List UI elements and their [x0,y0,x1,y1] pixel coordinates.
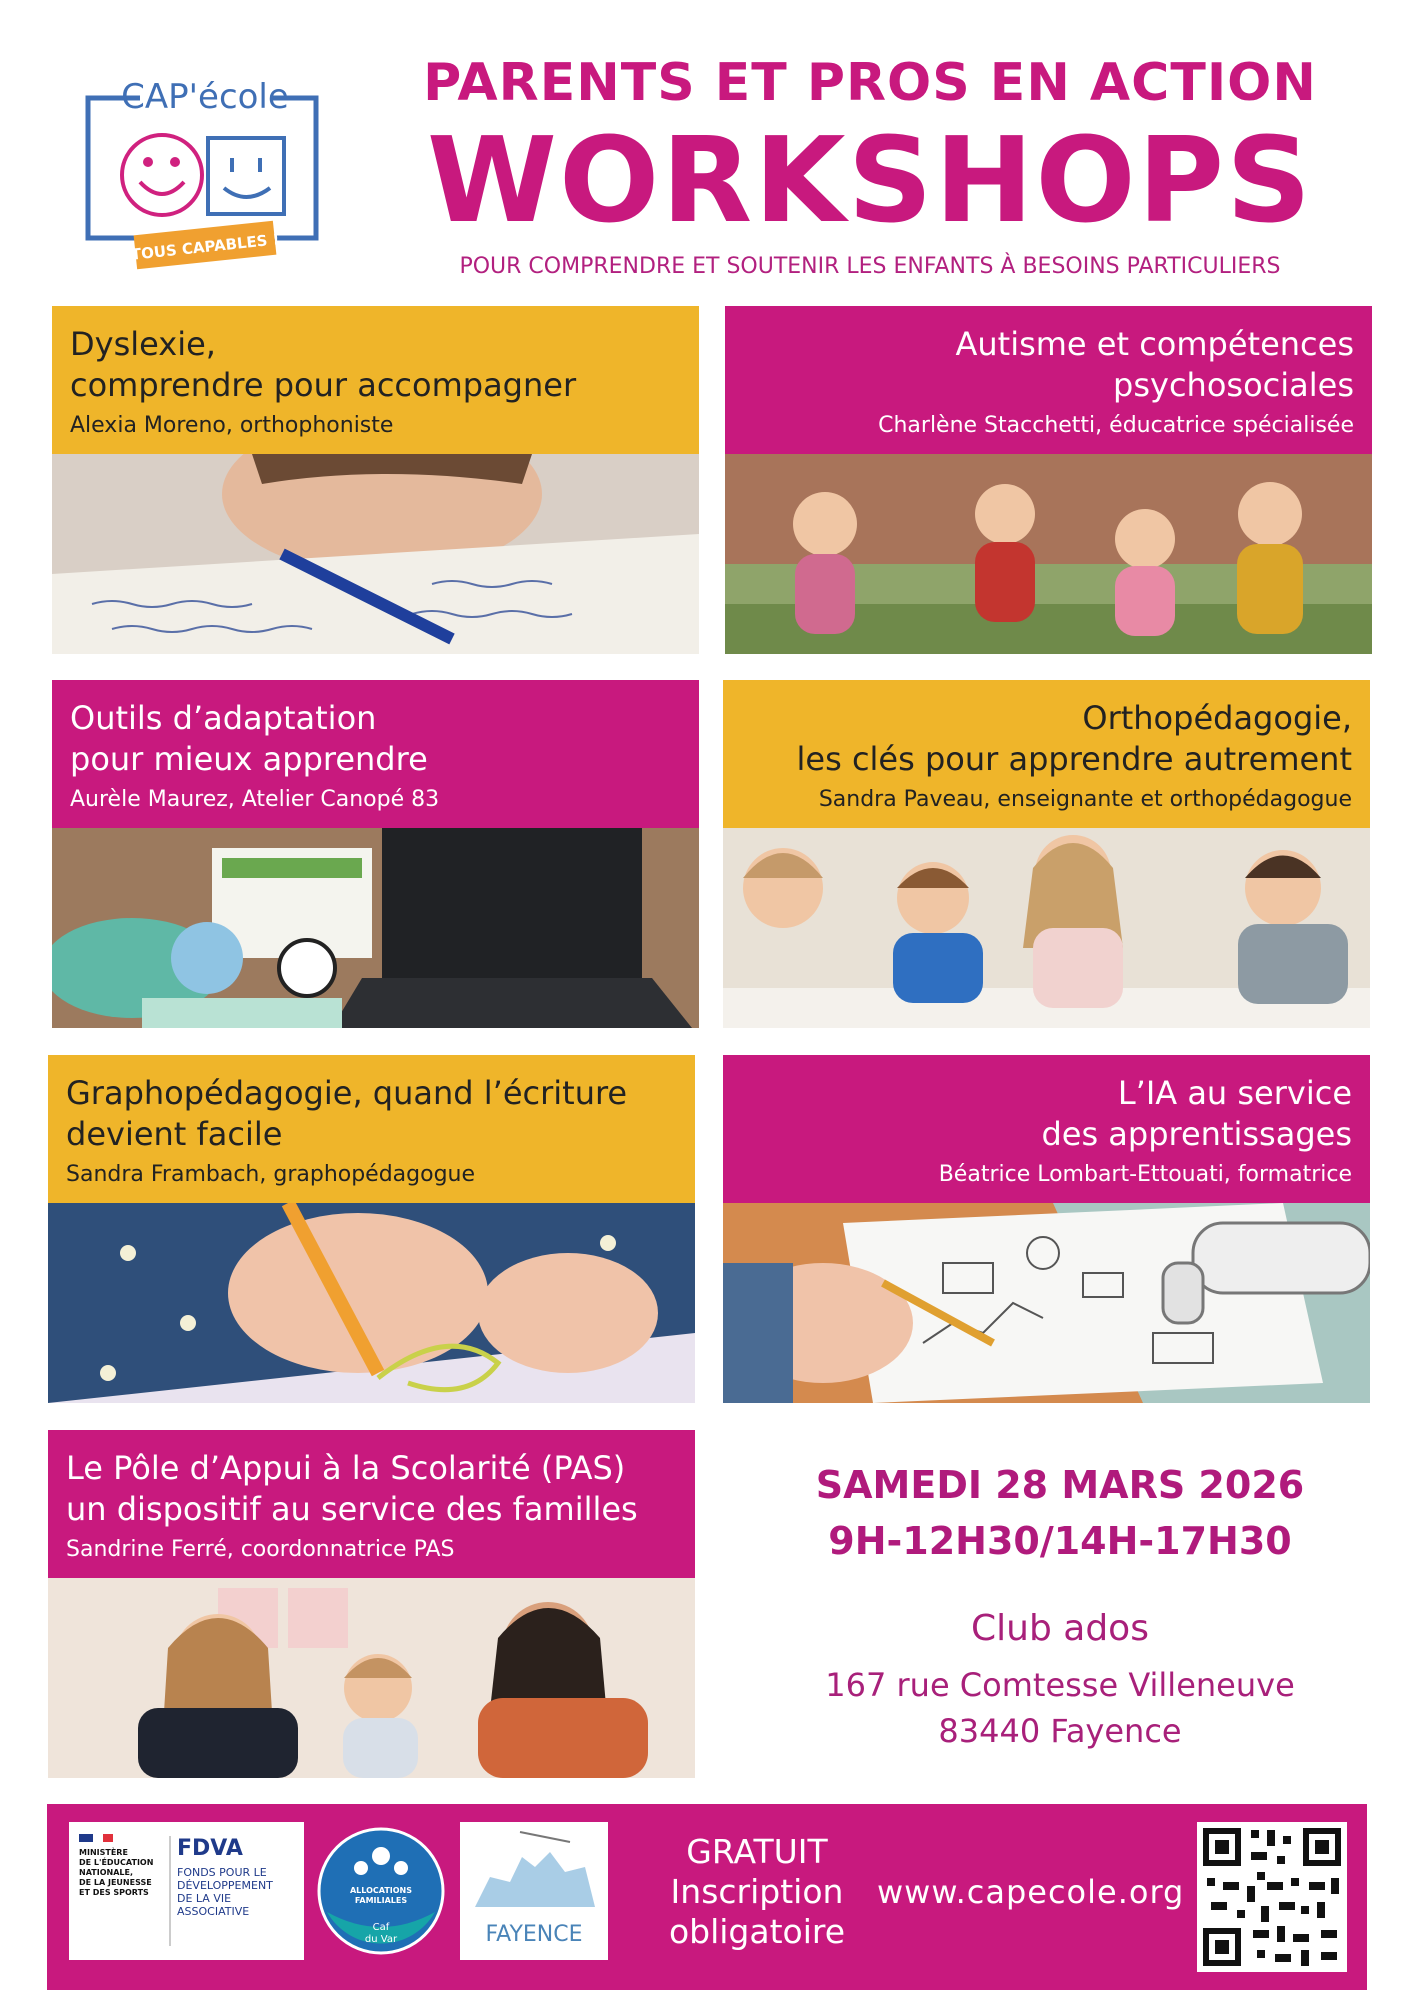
capecole-logo [80,60,325,270]
fdva-text: FONDS POUR LE DÉVELOPPEMENT DE LA VIE ASSOCIATIVE [177,1866,273,1918]
website-link[interactable]: www.capecole.org [877,1873,1185,1911]
workshop-card-autisme [725,306,1372,654]
caf-subtext: Caf du Var [364,1922,398,1945]
caf-logo [317,1822,445,1960]
workshop-card-dyslexie [52,306,699,654]
logo-brand-text: CAP'école [121,77,289,117]
fayence-text: FAYENCE [485,1922,583,1947]
workshop-speaker: Alexia Moreno, orthophoniste [70,413,394,438]
hand-pencil-image [48,1203,695,1403]
workshop-title: Autisme et compétences psychosociales [955,325,1354,404]
workshop-title: Orthopédagogie, les clés pour apprendre autrement [796,699,1352,778]
robot-hand-image [723,1203,1370,1403]
qr-code-icon[interactable] [1197,1822,1347,1972]
workshop-title: Outils d’adaptation pour mieux apprendre [70,699,428,778]
workshop-speaker: Béatrice Lombart-Ettouati, formatrice [938,1162,1352,1187]
workshop-speaker: Sandra Frambach, graphopédagogue [66,1162,476,1187]
event-street: 167 rue Comtesse Villeneuve [825,1666,1295,1704]
inscription-label: Inscription obligatoire [668,1872,846,1951]
ministry-fdva-logo [69,1822,304,1960]
workshop-title: Dyslexie, comprendre pour accompagner [70,325,577,404]
workshop-card-orthopedagogie [723,680,1370,1028]
workshop-speaker: Sandrine Ferré, coordonnatrice PAS [66,1537,455,1562]
ministry-text: MINISTÈRE DE L'ÉDUCATION NATIONALE, DE LA JEUNESSE ET DES SPORTS [79,1848,154,1897]
header-subtitle: POUR COMPRENDRE ET SOUTENIR LES ENFANTS À BESOINS PARTICULIERS [459,254,1281,279]
event-date: SAMEDI 28 MARS 2026 [815,1463,1305,1507]
free-label: GRATUIT [686,1832,828,1871]
workshop-card-pas [48,1430,695,1778]
event-city: 83440 Fayence [938,1712,1182,1750]
teacher-children-image [723,828,1370,1028]
workshop-card-ia [723,1055,1370,1403]
event-venue: Club ados [971,1608,1149,1649]
workshop-card-outils [52,680,699,1028]
child-writing-image [52,454,699,654]
workshop-speaker: Aurèle Maurez, Atelier Canopé 83 [70,787,440,812]
workshop-speaker: Charlène Stacchetti, éducatrice spécialisée [878,413,1354,438]
footer-banner [47,1804,1367,1990]
fdva-title: FDVA [177,1836,243,1861]
family-meeting-image [48,1578,695,1778]
event-hours: 9H-12H30/14H-17H30 [828,1519,1292,1563]
logo-tagline: TOUS CAPABLES ! [130,230,281,264]
fayence-logo [460,1822,608,1960]
workshop-title: Le Pôle d’Appui à la Scolarité (PAS) un dispositif au service des familles [66,1449,638,1528]
workshop-title: L’IA au service des apprentissages [1041,1074,1352,1153]
flag-icon [79,1834,93,1842]
registration-info [657,1832,857,1952]
workshop-title: Graphopédagogie, quand l’écriture devient facile [66,1074,628,1153]
caf-text: ALLOCATIONS FAMILIALES [349,1886,413,1905]
workshop-card-graphopedagogie [48,1055,695,1403]
children-running-image [725,454,1372,654]
page-title: WORKSHOPS [426,111,1314,249]
header-top-line: PARENTS ET PROS EN ACTION [423,53,1317,113]
learning-tools-image [52,828,699,1028]
workshop-speaker: Sandra Paveau, enseignante et orthopédagogue [818,787,1352,812]
